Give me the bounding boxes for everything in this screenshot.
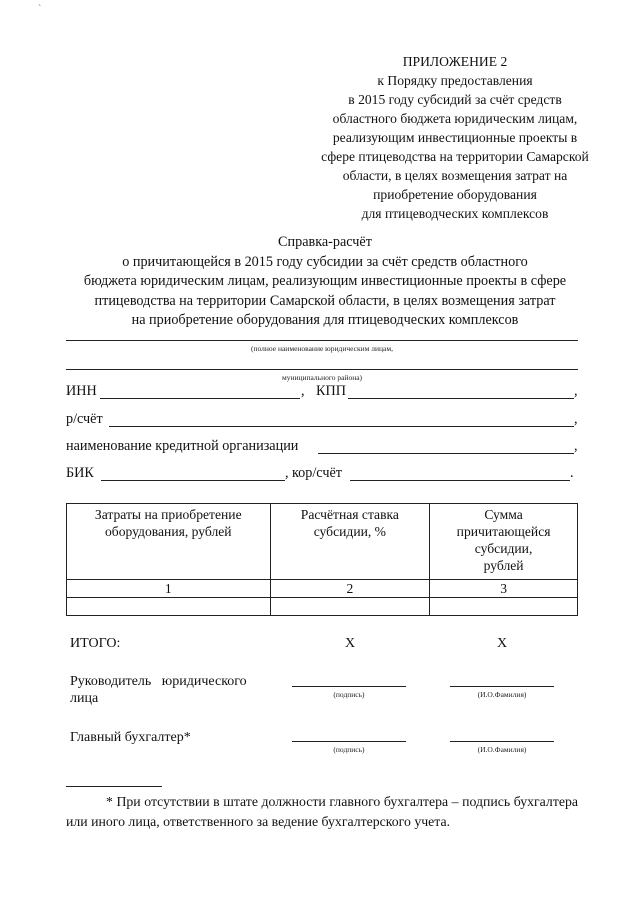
footnote-divider bbox=[66, 786, 162, 787]
accountant-signature-line[interactable] bbox=[292, 741, 406, 742]
document-title bbox=[60, 233, 590, 331]
account-field[interactable] bbox=[109, 426, 574, 427]
table-number-row bbox=[67, 580, 578, 598]
head-label-line: Руководитель юридического bbox=[70, 674, 247, 689]
kpp-label: КПП bbox=[316, 383, 346, 399]
bank-comma: , bbox=[574, 438, 578, 454]
head-label-line: лица bbox=[70, 691, 99, 706]
bik-label: БИК bbox=[66, 465, 94, 481]
appendix-header bbox=[290, 52, 620, 223]
total-label: ИТОГО: bbox=[70, 636, 121, 651]
header-line: причитающейся bbox=[456, 524, 551, 539]
accountant-label: Главный бухгалтер* bbox=[70, 730, 191, 745]
calculation-table bbox=[66, 503, 578, 616]
accountant-signature-caption: (подпись) bbox=[333, 745, 365, 754]
corner-mark: ` bbox=[38, 4, 42, 15]
appendix-line: областного бюджета юридическим лицам, bbox=[332, 111, 578, 126]
title-line: птицеводства на территории Самарской области, в целях возмещения затрат bbox=[94, 292, 556, 309]
header-line: субсидии, % bbox=[313, 524, 386, 539]
table-row bbox=[67, 598, 578, 616]
title-line: о причитающейся в 2015 году субсидии за счёт средств областного bbox=[122, 253, 528, 270]
corr-label: кор/счёт bbox=[292, 465, 342, 481]
appendix-line: в 2015 году субсидий за счёт средств bbox=[348, 92, 562, 107]
bik-comma: , bbox=[285, 465, 289, 481]
header-amount bbox=[430, 504, 578, 580]
head-signature-caption: (подпись) bbox=[333, 690, 365, 699]
bik-field[interactable] bbox=[101, 480, 285, 481]
appendix-line: ПРИЛОЖЕНИЕ 2 bbox=[402, 54, 508, 69]
title-line: на приобретение оборудования для птицеводческих комплексов bbox=[131, 312, 519, 328]
table-cell-amount[interactable] bbox=[430, 598, 578, 616]
bank-field[interactable] bbox=[318, 453, 574, 454]
inn-label: ИНН bbox=[66, 383, 97, 399]
header-line: субсидии, bbox=[474, 541, 533, 556]
header-line: рублей bbox=[483, 558, 524, 573]
appendix-line: области, в целях возмещения затрат на bbox=[342, 168, 568, 183]
total-rate-x: Х bbox=[345, 636, 356, 651]
appendix-line: для птицеводческих комплексов bbox=[361, 206, 549, 221]
inn-comma: , bbox=[301, 383, 305, 399]
inn-field[interactable] bbox=[100, 398, 300, 399]
header-costs bbox=[67, 504, 271, 580]
column-number: 1 bbox=[67, 580, 271, 598]
kpp-comma: , bbox=[574, 383, 578, 399]
corr-field[interactable] bbox=[350, 480, 570, 481]
footnote: * При отсутствии в штате должности главного бухгалтера – подпись бухгалтера или иного лица, ответственного за ведение бухгалтерского учета. bbox=[66, 794, 578, 829]
header-line: Сумма bbox=[484, 507, 523, 522]
title-line: бюджета юридическим лицам, реализующим инвестиционные проекты в сфере bbox=[83, 273, 567, 289]
head-signature-line[interactable] bbox=[292, 686, 406, 687]
name-line-2[interactable] bbox=[66, 369, 578, 370]
table-cell-costs[interactable] bbox=[67, 598, 271, 616]
table-cell-rate[interactable] bbox=[270, 598, 430, 616]
district-caption: муниципального района) bbox=[281, 373, 363, 382]
appendix-line: реализующим инвестиционные проекты в bbox=[332, 130, 578, 145]
name-caption: (полное наименование юридическим лицам, bbox=[251, 344, 393, 353]
head-label bbox=[70, 673, 247, 707]
account-comma: , bbox=[574, 411, 578, 427]
accountant-name-line[interactable] bbox=[450, 741, 554, 742]
total-amount-x: Х bbox=[497, 636, 508, 651]
head-name-line[interactable] bbox=[450, 686, 554, 687]
account-label: р/счёт bbox=[66, 411, 103, 427]
appendix-line: сфере птицеводства на территории Самарской bbox=[321, 149, 589, 164]
appendix-line: к Порядку предоставления bbox=[377, 73, 533, 88]
bank-label: наименование кредитной организации bbox=[66, 438, 299, 454]
kpp-field[interactable] bbox=[348, 398, 574, 399]
header-line: оборудования, рублей bbox=[104, 524, 232, 539]
corr-period: . bbox=[570, 465, 574, 481]
column-number: 3 bbox=[430, 580, 578, 598]
appendix-line: приобретение оборудования bbox=[373, 187, 537, 202]
table-header-row bbox=[67, 504, 578, 580]
title-line: Справка-расчёт bbox=[278, 234, 372, 250]
header-rate bbox=[270, 504, 430, 580]
head-name-caption: (И.О.Фамилия) bbox=[477, 690, 527, 699]
name-line-1[interactable] bbox=[66, 340, 578, 341]
column-number: 2 bbox=[270, 580, 430, 598]
accountant-name-caption: (И.О.Фамилия) bbox=[477, 745, 527, 754]
header-line: Затраты на приобретение bbox=[94, 507, 242, 522]
header-line: Расчётная ставка bbox=[300, 507, 399, 522]
